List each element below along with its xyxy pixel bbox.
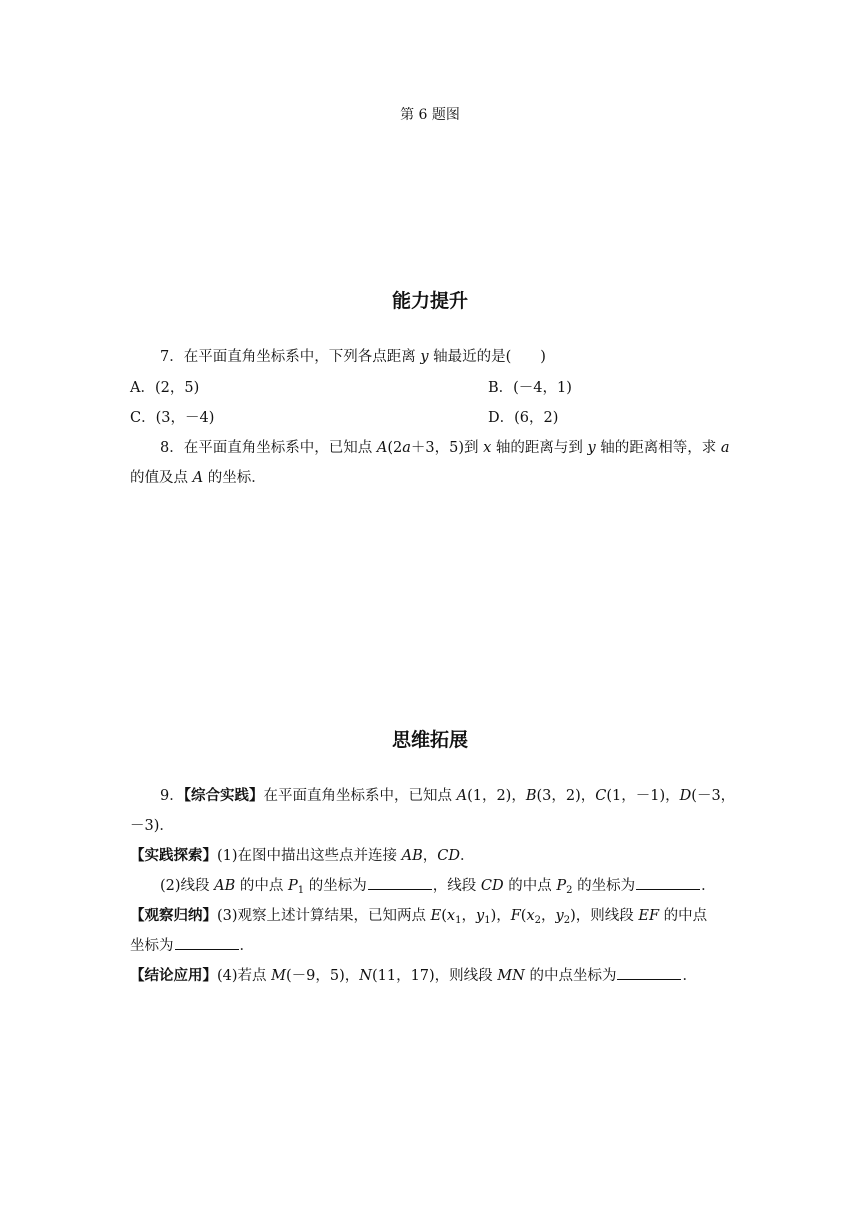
question-8-stem-continued: 的值及点 A 的坐标．: [130, 470, 266, 486]
question-9-part-2: (2)线段 AB 的中点 $P_1$ 的坐标为 ，线段 CD 的中点 $P_2$ 的坐标为 ．: [160, 878, 716, 896]
answer-blank-mn[interactable]: [617, 967, 681, 980]
section-heading-thinking: 思维拓展: [391, 729, 468, 751]
figure-caption: 第 6 题图: [400, 107, 460, 123]
question-7-stem: 7．在平面直角坐标系中，下列各点距离 y 轴最近的是( ): [160, 349, 546, 365]
question-9-part-3: 【观察归纳】(3)观察上述计算结果，已知两点 $E(x_1$，$y_1$)，$F(x_2$，$y_2$)，则线段 EF 的中点: [130, 907, 708, 926]
section-heading-ability: 能力提升: [391, 290, 468, 312]
question-7-option-a: A．(2，5): [130, 380, 200, 396]
question-7-option-d: D．(6，2): [488, 410, 559, 426]
answer-blank-p1[interactable]: [368, 877, 432, 890]
question-9-intro-continued: －3)．: [130, 818, 174, 834]
question-9-part-3-continued: 坐标为 ．: [130, 938, 254, 954]
question-7-option-b: B．(－4，1): [488, 380, 572, 396]
answer-blank-p2[interactable]: [636, 877, 700, 890]
question-9-part-1: 【实践探索】(1)在图中描出这些点并连接 AB，CD．: [130, 847, 475, 864]
question-9-intro: 9．【综合实践】在平面直角坐标系中，已知点 A(1，2)，B(3，2)，C(1，－1)，D(－3，: [160, 787, 736, 804]
question-7-option-c: C．(3，－4): [130, 410, 215, 426]
answer-blank-ef[interactable]: [175, 937, 239, 950]
question-8-stem: 8．在平面直角坐标系中，已知点 A(2a＋3，5)到 x 轴的距离与到 y 轴的距离相等，求 a: [160, 440, 730, 456]
question-9-part-4: 【结论应用】(4)若点 M(－9，5)，N(11，17)，则线段 MN 的中点坐标为 ．: [130, 967, 697, 984]
